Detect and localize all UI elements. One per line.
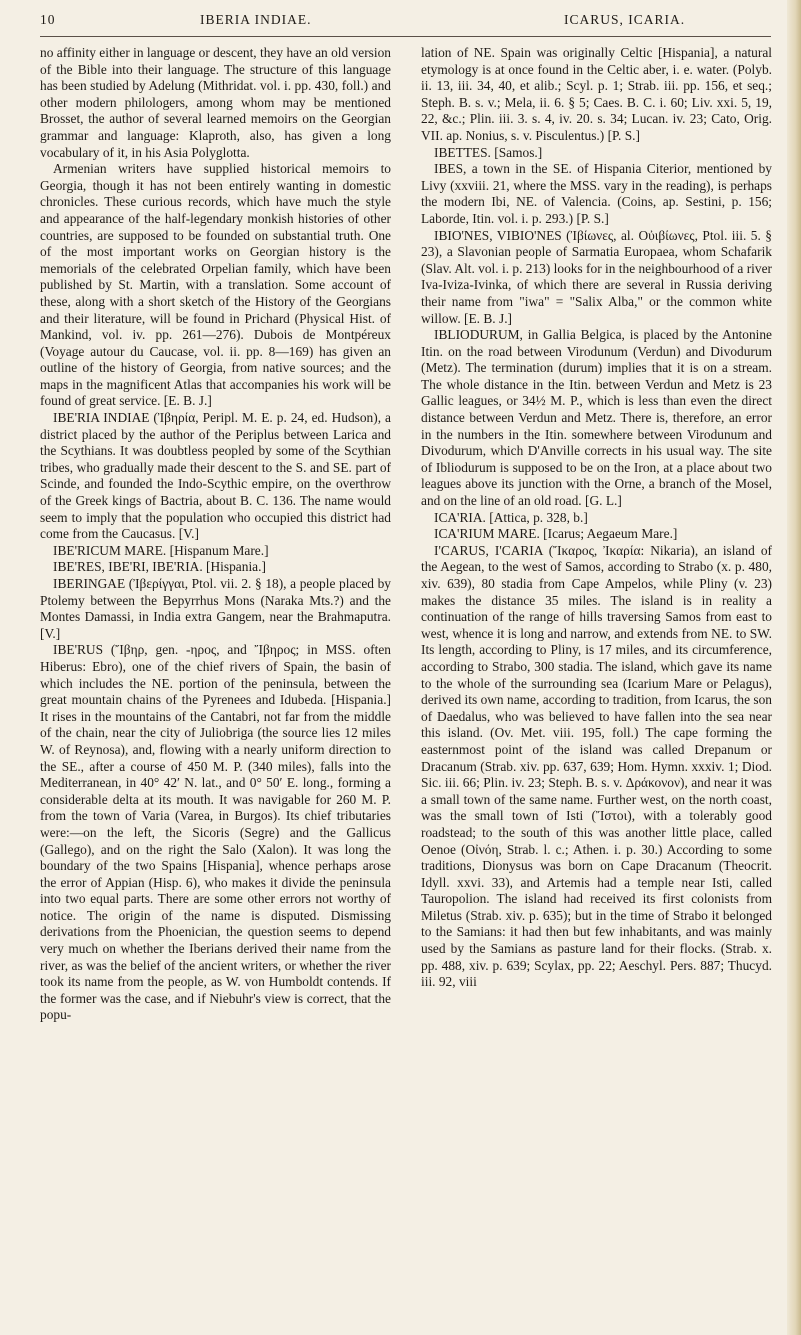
right-running-title: ICARUS, ICARIA. xyxy=(564,12,686,27)
entry-ibes: IBES, a town in the SE. of Hispania Citerior, mentioned by Livy (xxviii. 21, where the MSS. vary in the reading), is perhaps the modern Ibi, NE. of Valencia. (Coins, ap. Sestini, p. 156; Laborde, Itin. vol. i. p. 293.) [P. S.] xyxy=(421,161,772,226)
page-edge-shadow xyxy=(787,0,801,1335)
entry-ibettes: IBETTES. [Samos.] xyxy=(434,144,543,160)
entry-iberia-indiae: IBE'RIA INDIAE (Ἰβηρία, Peripl. M. E. p. 24, ed. Hudson), a district placed by the author of the Periplus between Larica and the Scythians. It was doubtless peopled by some of the Scythian tribes, who gradually made their descent to the S. and SE. part of Scinde, and founded the Indo-Scythic empire, on the overthrow of the Greek kings of Bactria, about B. C. 136. The name would seem to imply that the population who occupied this district had come from the Caucasus. [V.] xyxy=(40,410,391,542)
entry-iberus: IBE'RUS (Ἴβηρ, gen. -ηρος, and Ἴβηρος; in MSS. often Hiberus: Ebro), one of the chief rivers of Spain, the basin of which includes the NE. portion of the peninsula, between the great mountain chains of the Pyrenees and Idubeda. [Hispania.] It rises in the mountains of the Cantabri, not far from the middle of the chain, near the city of Juliobriga (the source lies 12 miles W. of Reynosa), and, flowing with a nearly uniform direction to the SE., after a course of 450 M. P. (340 miles), falls into the Mediterranean, in 40° 42′ N. lat., and 0° 50′ E. long., forming a considerable delta at its mouth. It was navigable for 260 M. P. from the town of Varia (Varea, in Burgos). Its chief tributaries were:—on the left, the Sicoris (Segre) and the Gallicus (Gallego), and on the right the Salo (Xalon). It was long the boundary of the two Spains [Hispania], whence perhaps arose the error of Appian (Hisp. 6), who makes it divide the peninsula into two equal parts. There are some other errors not worthy of notice. The origin of the name is disputed. Dismissing derivations from the Phoenician, the question seems to depend very much on whether the Iberians derived their name from the river, as was the belief of the ancient writers, or whether the river took its name from the people, as W. von Humboldt contends. If the former was the case, and if Niebuhr's view is correct, that the popu- xyxy=(40,642,391,1023)
entry-icarium-mare: ICA'RIUM MARE. [Icarus; Aegaeum Mare.] xyxy=(434,526,678,542)
entry-ibericum-mare: IBE'RICUM MARE. [Hispanum Mare.] xyxy=(53,542,269,558)
entry-ibliodurum: IBLIODURUM, in Gallia Belgica, is placed by the Antonine Itin. on the road between Virodunum (Verdun) and Divodurum (Metz). The termination (durum) implies that it is on a stream. The whole distance in the Itin. between Verdun and Metz is 23 Gallic leagues, or 34½ M. P., which is less than even the direct distance between Verdun and Metz. There is, therefore, an error in the numbers in the Itin. somewhere between Virodunum and Divodurum, which D'Anville corrects in his usual way. The site of Ibliodurum is supposed to be on the Iron, at a place about two leagues above its junction with the Orne, a branch of the Mosel, and on the line of an old road. [G. L.] xyxy=(421,327,772,509)
left-column xyxy=(40,45,391,1325)
header-rule xyxy=(40,36,771,37)
paragraph: Armenian writers have supplied historical memoirs to Georgia, though it has not been entirely wanting in domestic chronicles. These curious records, which have much the style and appearance of the half-legendary monkish histories of other countries, are supposed to be founded on substantial truth. One of the most important works on Georgian history is the memorials of the celebrated Orpelian family, which have been published by St. Martin, with a translation. Some account of these, along with a short sketch of the History of the Georgians and their literature, will be found in Prichard (Physical Hist. of Mankind, vol. iv. pp. 261—276). Dubois de Montpéreux (Voyage autour du Caucase, vol. ii. pp. 8—169) has given an outline of the history of Georgia, from native sources; and the maps in the magnificent Atlas that accompanies his work will be found of great service. [E. B. J.] xyxy=(40,161,391,409)
running-header xyxy=(40,6,771,36)
right-column xyxy=(421,45,772,1325)
left-running-title: IBERIA INDIAE. xyxy=(200,12,312,27)
entry-iberes: IBE'RES, IBE'RI, IBE'RIA. [Hispania.] xyxy=(53,559,266,575)
paragraph: no affinity either in language or descent, they have an old version of the Bible into their language. The structure of this language has been studied by Adelung (Mithridat. vol. i. pp. 430, foll.) and other modern philologers, among whom may be mentioned Brosset, the author of several learned memoirs on the Georgian grammar and language: Klaproth, also, has given a long vocabulary of it, in his Asia Polyglotta. xyxy=(40,45,391,160)
entry-icaria: ICA'RIA. [Attica, p. 328, b.] xyxy=(434,509,588,525)
entry-ibiones: IBIO'NES, VIBIO'NES (Ἰβίωνες, al. Οὐιβίωνες, Ptol. iii. 5. § 23), a Slavonian people of Sarmatia Europaea, whom Schafarik (Slav. Alt. vol. i. p. 213) looks for in the neighbourhood of a river Iva-Iviza-Ivinka, of which there are several in Russia deriving their name from "iwa" = "Salix Alba," or the common white willow. [E. B. J.] xyxy=(421,227,772,326)
entry-icarus: I'CARUS, I'CARIA (Ἴκαρος, Ἰκαρία: Nikaria), an island of the Aegean, to the west of Samos, according to Strabo (x. p. 480, xiv. 639), 80 stadia from Cape Ampelos, while Pliny (v. 23) makes the distance 35 miles. The island is in reality a continuation of the range of hills traversing Samos from east to west, whence it is long and narrow, and extends from NE. to SW. Its length, according to Pliny, is 17 miles, and its circumference, according to Strabo, 300 stadia. The island, which gave its name to the whole of the surrounding sea (Icarium Mare or Pelagus), derived its own name, according to tradition, from Icarus, the son of Daedalus, who was believed to have fallen into the sea near this island. (Ov. Met. viii. 195, foll.) The cape forming the easternmost point of the island was called Drepanum or Dracanum (Strab. xiv. pp. 637, 639; Hom. Hymn. xxxiv. 1; Diod. Sic. iii. 66; Plin. iv. 23; Steph. B. s. v. Δράκονον), and near it was a small town of the same name. Further west, on the north coast, was the small town of Isti (Ἴστοι), with a tolerably good roadstead; to the south of this was another little place, called Oenoe (Οἰνόη, Strab. l. c.; Athen. i. p. 30.) According to some traditions, Dionysus was born on Cape Dracanum (Theocrit. Idyll. xxvi. 33), and Artemis had a temple near Isti, called Tauropolion. The island had received its first colonists from Miletus (Strab. xiv. p. 635); but in the time of Strabo it belonged to the Samians: it had then but few inhabitants, and was mainly used by the Samians as pasture land for their flocks. (Strab. x. pp. 488, xiv. p. 639; Scylax, pp. 22; Aeschyl. Pers. 887; Thucyd. iii. 92, viii xyxy=(421,542,772,990)
paragraph: lation of NE. Spain was originally Celtic [Hispania], a natural etymology is at once found in the Celtic aber, i. e. water. (Polyb. ii. 13, iii. 34, 40, et alib.; Scyl. p. 1; Strab. iii. pp. 156, et seq.; Steph. B. s. v.; Mela, ii. 6. § 5; Caes. B. C. i. 60; Liv. xxi. 5, 19, 22, &c.; Plin. iii. 3. s. 4, iv. 20. s. 34; Lucan. iv. 23; Cato, Orig. VII. ap. Nonius, s. v. Pisculentus.) [P. S.] xyxy=(421,45,772,143)
entry-iberingae: IBERINGAE (Ἰβερίγγαι, Ptol. vii. 2. § 18), a people placed by Ptolemy between the Bepyrrhus Mons (Naraka Mts.?) and the Montes Damassi, in India extra Gangem, near the Brahmaputra. [V.] xyxy=(40,576,391,641)
page-number: 10 xyxy=(40,12,56,27)
